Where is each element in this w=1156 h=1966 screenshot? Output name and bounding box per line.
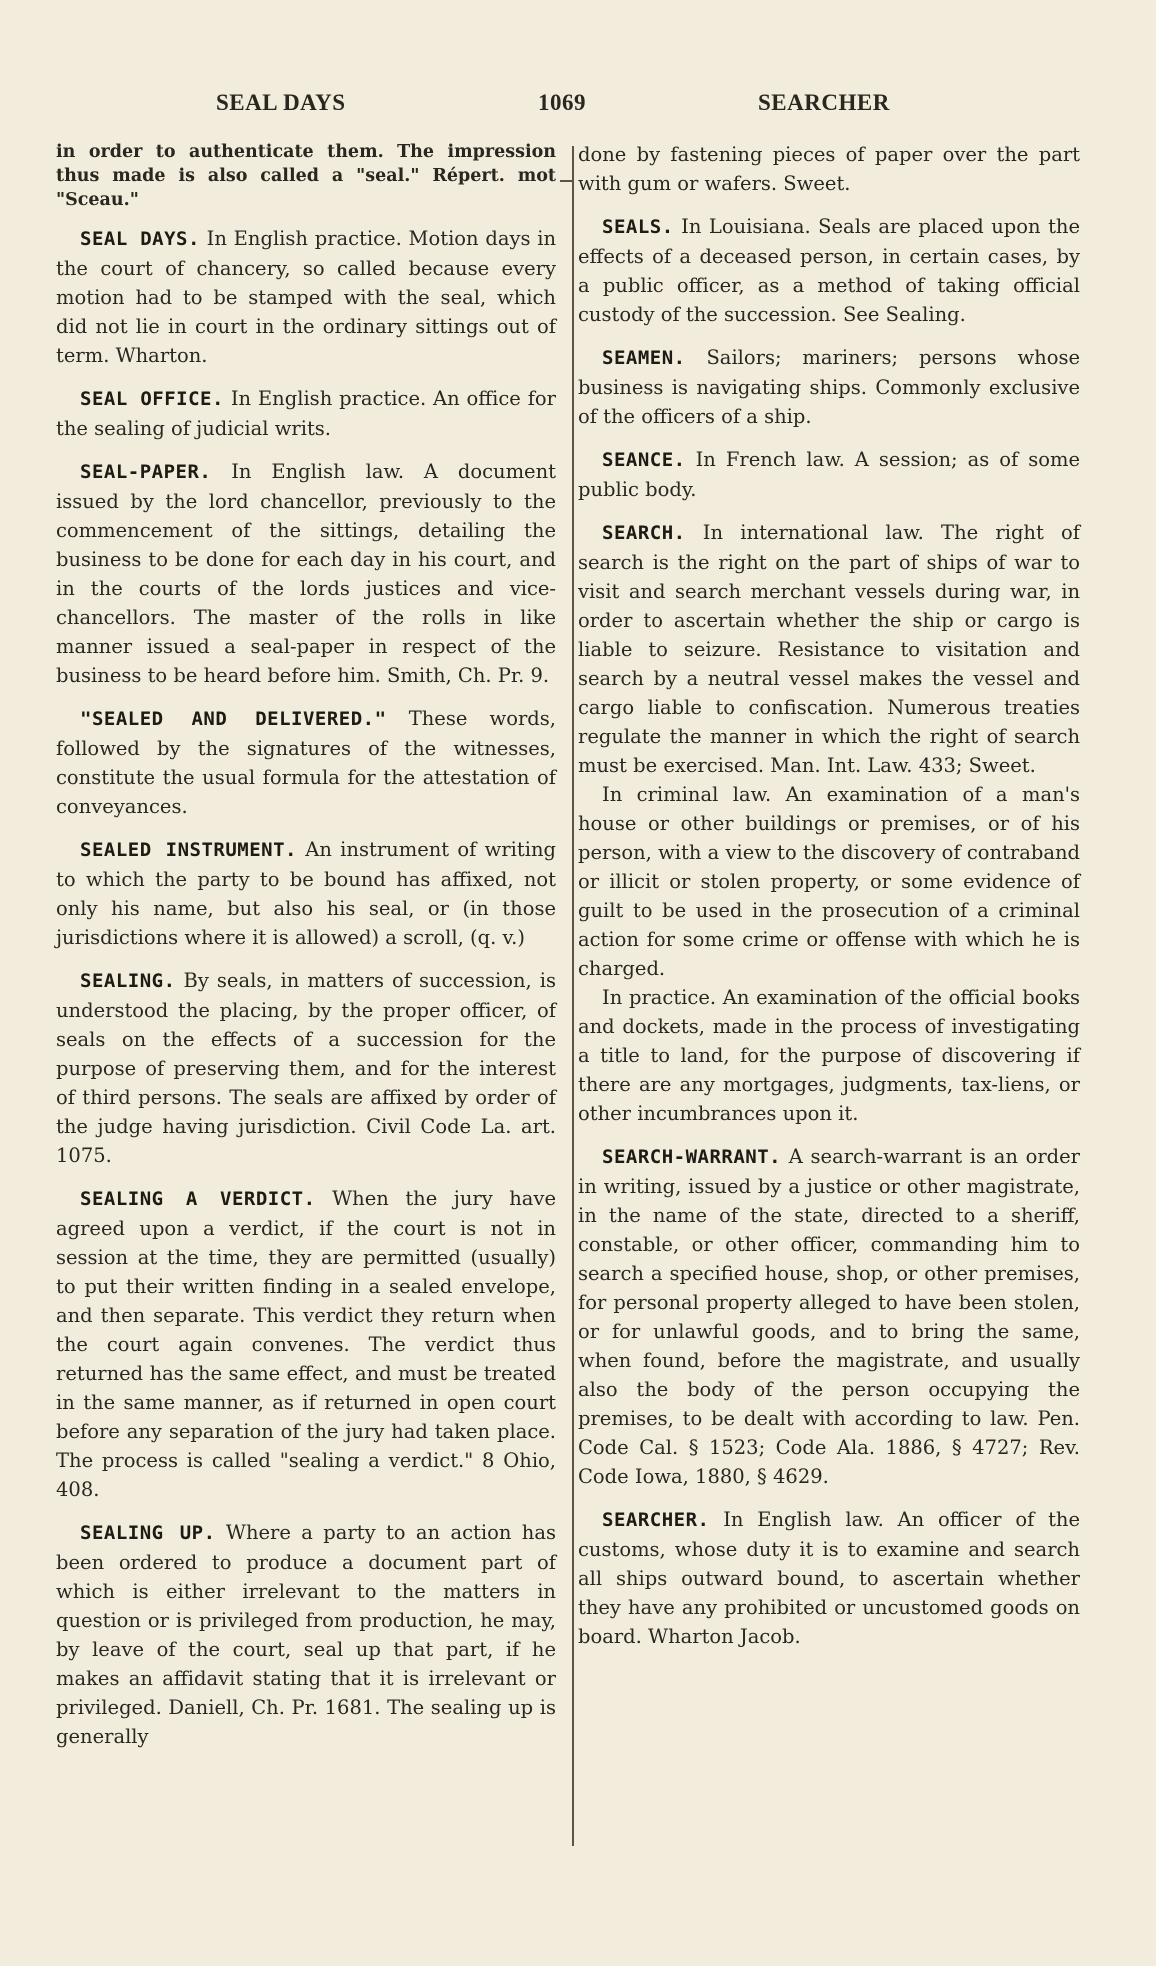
dictionary-entry: [578, 1505, 1080, 1651]
entry-headword: SEARCH-WARRANT.: [602, 1146, 782, 1168]
entry-definition: [56, 1518, 556, 1751]
running-header: [0, 84, 1156, 124]
entry-definition: [56, 457, 556, 690]
entry-text: A search-warrant is an order in writing, issued by a justice or other magistrate, in the name of the state, directed to a sheriff, constable, or other officer, commanding him to search a specified house, shop, or other premises, for personal property alleged to have been stolen, or for unlawful goods, and to bring the same, when found, before the magistrate, and usually also the body of the person occupying the premises, to be dealt with according to law. Pen. Code Cal. § 1523; Code Ala. 1886, § 4727; Rev. Code Iowa, 1880, § 4629.: [578, 1145, 1080, 1488]
entry-headword: SEAL DAYS.: [80, 228, 200, 250]
entry-text: By seals, in matters of succession, is understood the placing, by the proper officer, of seals on the effects of a succession for the purpose of preserving them, and for the interest of third persons. The seals are affixed by order of the judge having jurisdiction. Civil Code La. art. 1075.: [56, 969, 556, 1167]
entry-text: In Louisiana. Seals are placed upon the effects of a deceased person, in certain cases, by a public officer, as a method of taking official custody of the succession. See Sealing.: [578, 215, 1081, 326]
entry-sub-definition: [578, 780, 1080, 983]
entry-text: Where a party to an action has been ordered to produce a document part of which is either irrelevant to the matters in question or is privileged from production, he may, by leave of the court, seal up that part, if he makes an affidavit stating that it is irrelevant or privileged. Daniell, Ch. Pr. 1681. The sealing up is generally: [56, 1521, 556, 1748]
entry-definition: [56, 224, 556, 370]
dictionary-entry: [56, 1518, 556, 1751]
dictionary-entry: [578, 518, 1080, 1128]
entry-headword: SEARCHER.: [602, 1509, 710, 1531]
entry-definition: [578, 445, 1080, 504]
entry-headword: SEALED INSTRUMENT.: [80, 839, 297, 861]
entry-text: Sailors; mariners; persons whose business is navigating ships. Commonly exclusive of the officers of a ship.: [578, 346, 1081, 428]
entry-headword: SEAMEN.: [602, 347, 686, 369]
continuation-text: in order to authenticate them. The impression thus made is also called a "seal." Répert. mot "Sceau.": [56, 142, 556, 210]
entry-headword: SEALING UP.: [80, 1522, 216, 1544]
entry-text: When the jury have agreed upon a verdict, if the court is not in session at the time, they are permitted (usually) to put their written finding in a sealed envelope, and then separate. This verdict they return when the court again convenes. The verdict thus returned has the same effect, and must be treated in the same manner, as if returned in open court before any separation of the jury had taken place. The process is called "sealing a verdict." 8 Ohio, 408.: [56, 1187, 556, 1501]
entry-text: An instrument of writing to which the party to be bound has affixed, not only his name, but also his seal, or (in those jurisdictions where it is allowed) a scroll, (q. v.): [56, 838, 556, 949]
entry-headword: SEAL-PAPER.: [80, 461, 212, 483]
entry-definition: [578, 343, 1080, 431]
entry-text: In criminal law. An examination of a man's house or other buildings or premises, or of his person, with a view to the discovery of contraband or illicit or stolen property, or some evidence of guilt to be used in the prosecution of a criminal action for some crime or offense with which he is charged.: [578, 783, 1080, 980]
entry-text: In practice. An examination of the official books and dockets, made in the process of investigating a title to land, for the purpose of discovering if there are any mortgages, judgments, tax-liens, or other incumbrances upon it.: [578, 986, 1080, 1125]
entry-definition: [56, 704, 556, 821]
entry-text: In international law. The right of search is the right on the part of ships of war to visit and search merchant vessels during war, in order to ascertain whether the ship or cargo is liable to seizure. Resistance to visitation and search by a neutral vessel makes the vessel and cargo liable to confiscation. Numerous treaties regulate the manner in which the right of search must be exercised. Man. Int. Law. 433; Sweet.: [578, 521, 1080, 777]
left-column: [56, 140, 556, 1765]
page-number: 1069: [538, 90, 586, 115]
entry-sub-definition: [578, 983, 1080, 1128]
continuation-text: done by fastening pieces of paper over the part with gum or wafers. Sweet.: [578, 143, 1080, 195]
header-right-guideword: SEARCHER: [758, 90, 890, 115]
entry-text: In English practice. Motion days in the court of chancery, so called because every motion had to be stamped with the seal, which did not lie in court in the ordinary sittings out of term. Wharton.: [56, 227, 556, 367]
entry-headword: SEARCH.: [602, 522, 686, 544]
entry-text: In English law. A document issued by the lord chancellor, previously to the commencement of the sittings, detailing the business to be done for each day in his court, and in the courts of the lords justices and vice-chancellors. The master of the rolls in like manner issued a seal-paper in respect of the business to be heard before him. Smith, Ch. Pr. 9.: [56, 460, 556, 687]
entry-headword: SEALING.: [80, 970, 176, 992]
entry-headword: SEANCE.: [602, 449, 686, 471]
entry-headword: SEALS.: [602, 216, 674, 238]
dictionary-entry: [56, 966, 556, 1170]
dictionary-entry: [578, 212, 1080, 329]
dictionary-entry: [56, 1184, 556, 1504]
entry-headword: SEALING A VERDICT.: [80, 1188, 316, 1210]
entry-definition: [56, 384, 556, 443]
column-divider: [572, 146, 574, 1846]
dictionary-entry: [578, 445, 1080, 504]
entry-text: In English law. An officer of the customs, whose duty it is to examine and search all ships outward bound, to ascertain whether they have any prohibited or uncustomed goods on board. Wharton Jacob.: [578, 1508, 1081, 1648]
dictionary-entry: [56, 384, 556, 443]
dictionary-entry: [578, 1142, 1080, 1491]
entry-text: In French law. A session; as of some public body.: [578, 448, 1081, 501]
entry-definition: [578, 518, 1080, 780]
dictionary-entry: [56, 224, 556, 370]
entry-headword: "SEALED AND DELIVERED.": [80, 708, 387, 730]
entry-definition: [578, 1142, 1080, 1491]
entry-definition: [578, 212, 1080, 329]
dictionary-entry: [56, 704, 556, 821]
entry-headword: SEAL OFFICE.: [80, 388, 224, 410]
entry-text: In English practice. An office for the sealing of judicial writs.: [56, 387, 556, 440]
entry-definition: [56, 835, 556, 952]
dictionary-entry: [578, 343, 1080, 431]
dictionary-entry: [56, 835, 556, 952]
entry-text: These words, followed by the signatures of the witnesses, constitute the usual formula for the attestation of conveyances.: [56, 707, 556, 818]
right-column: [578, 140, 1080, 1665]
dictionary-entry: [56, 457, 556, 690]
entry-definition: [56, 1184, 556, 1504]
entry-definition: [578, 1505, 1080, 1651]
entry-definition: [56, 966, 556, 1170]
header-left-guideword: SEAL DAYS: [216, 90, 346, 115]
